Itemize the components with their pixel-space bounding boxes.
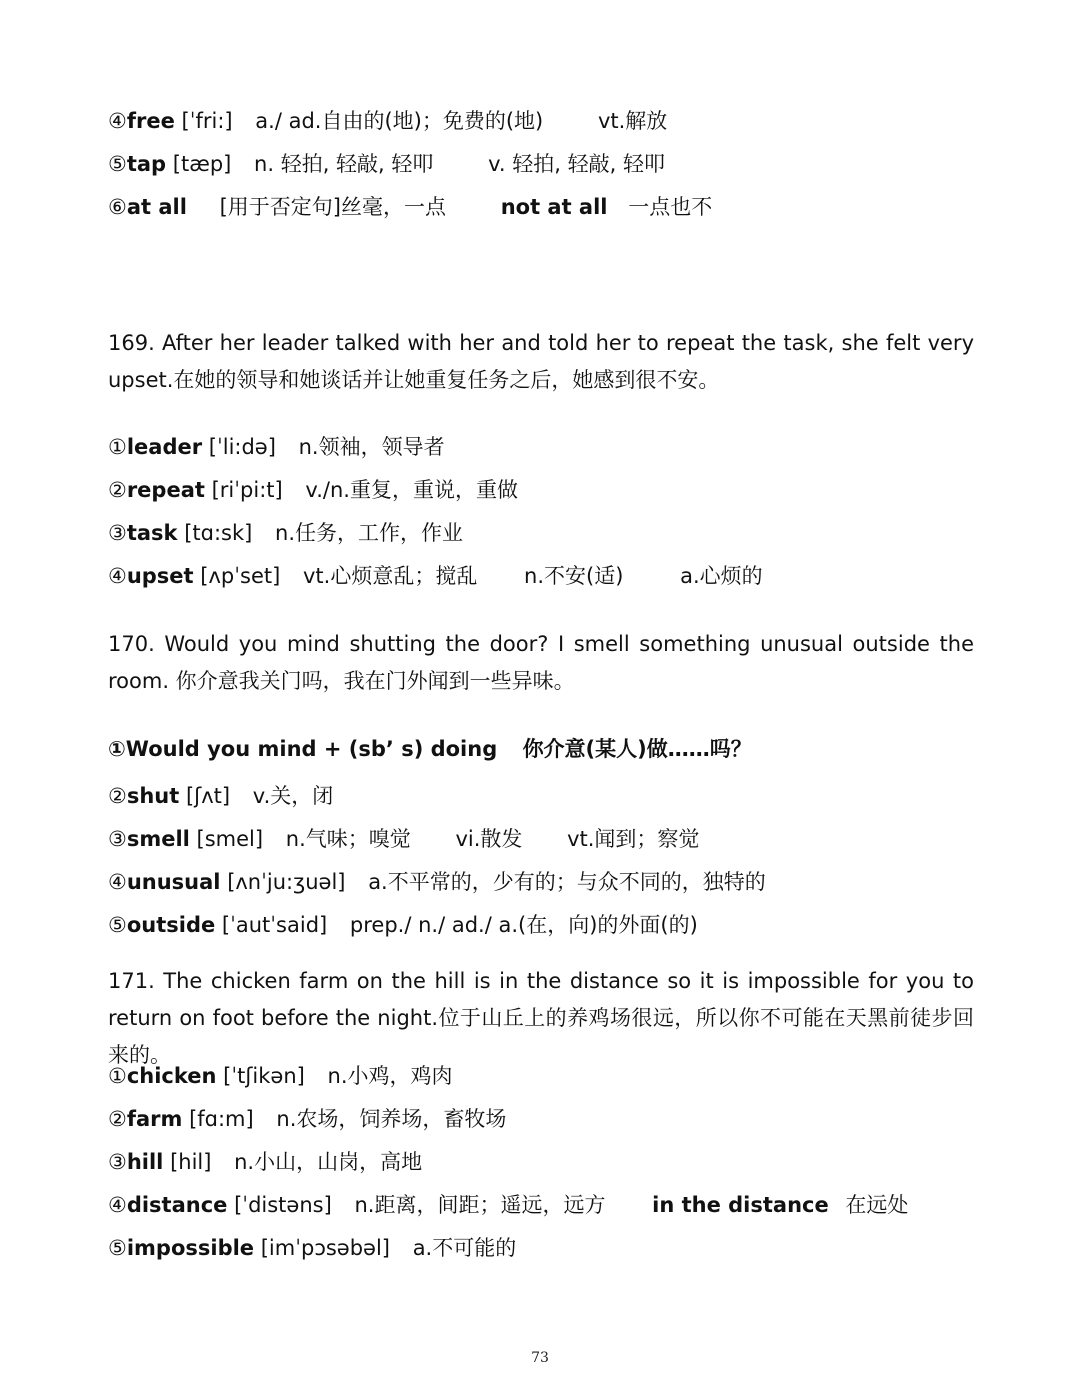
item-number: ① [108,1064,127,1088]
vocab-word: impossible [126,1236,255,1260]
vocab-line [108,825,699,853]
definition: v./n.重复，重说，重做 [305,478,518,502]
vocab-line [108,1148,422,1176]
phrase-definition: 在远处 [845,1193,909,1217]
item-number: ⑤ [108,1236,127,1260]
definition: n.小山，山岗，高地 [234,1150,423,1174]
phonetic: [imˈpɔsəbəl] [260,1236,390,1260]
phonetic: [ˈtʃikən] [223,1064,305,1088]
item-number: ④ [108,564,127,588]
vocab-word: free [126,109,175,133]
item-number: ⑤ [108,913,127,937]
phrase: in the distance [652,1193,829,1217]
phonetic: [tæp] [172,152,232,176]
vocab-line [108,782,333,810]
phrase: not at all [500,195,608,219]
example-sentence: 169. After her leader talked with her and told her to repeat the task, she felt very upset.在她的领导和她谈话并让她重复任务之后，她感到很不安。 [108,331,974,392]
item-number: ⑤ [108,152,127,176]
definition: n.不安(适) [524,564,624,588]
vocab-line [108,193,712,221]
vocab-line [108,911,698,939]
vocab-line [108,476,518,504]
definition: n. 轻拍, 轻敲, 轻叩 [254,152,434,176]
vocab-word: tap [126,152,167,176]
vocab-word: hill [126,1150,164,1174]
definition: n.农场，饲养场，畜牧场 [276,1107,507,1131]
definition: n.距离，间距；遥远，远方 [354,1193,606,1217]
vocab-word: shut [126,784,180,808]
definition: n.小鸡，鸡肉 [327,1064,453,1088]
item-number: ② [108,478,127,502]
definition: n.气味；嗅觉 [285,827,411,851]
phonetic: [riˈpi:t] [211,478,283,502]
phonetic: [ʌpˈset] [200,564,281,588]
vocab-word: distance [126,1193,228,1217]
definition: a./ ad.自由的(地)；免费的(地) [255,109,544,133]
phrase-definition: 你介意(某人)做……吗？ [522,737,752,761]
vocab-word: outside [126,913,216,937]
item-number: ③ [108,1150,127,1174]
phonetic: [ʃʌt] [185,784,231,808]
item-number: ① [108,435,127,459]
vocab-word: task [126,521,178,545]
definition: a.心烦的 [680,564,763,588]
vocab-line [108,107,667,135]
item-number: ⑥ [108,195,127,219]
vocab-word: chicken [126,1064,217,1088]
vocab-line [108,1234,516,1262]
phonetic: [ˈfri:] [181,109,233,133]
definition: n.任务，工作，作业 [275,521,464,545]
phonetic: [ˈautˈsaid] [221,913,328,937]
phrase-line [108,735,752,763]
item-number: ③ [108,521,127,545]
definition: v. 轻拍, 轻敲, 轻叩 [488,152,665,176]
item-number: ② [108,1107,127,1131]
phrase: Would you mind + (sb’ s) doing [125,737,498,761]
vocab-word: repeat [126,478,205,502]
item-number: ④ [108,870,127,894]
definition: prep./ n./ ad./ a.(在，向)的外面(的) [349,913,698,937]
definition: vt.解放 [597,109,668,133]
vocab-word: upset [126,564,194,588]
example-sentence: 170. Would you mind shutting the door? I smell something unusual outside the room. 你介意我关门吗，我在门外闻到一些异味。 [108,632,974,693]
phonetic: [tɑ:sk] [184,521,253,545]
phonetic: [ˈli:də] [208,435,276,459]
page-number: 73 [531,1350,549,1366]
phonetic: [ʌnˈju:ʒuəl] [227,870,346,894]
definition: a.不平常的，少有的；与众不同的，独特的 [368,870,766,894]
definition: vt.心烦意乱；搅乱 [302,564,478,588]
item-number: ② [108,784,127,808]
phrase-definition: 一点也不 [628,195,713,219]
definition: n.领袖，领导者 [298,435,445,459]
vocab-word: smell [126,827,190,851]
vocab-word: at all [126,195,187,219]
definition: [用于否定句]丝毫，一点 [219,195,446,219]
definition: v.关，闭 [252,784,334,808]
item-number: ① [108,737,126,761]
vocab-line [108,1191,908,1219]
phonetic: [ˈdistəns] [234,1193,332,1217]
vocab-line [108,519,463,547]
vocab-line [108,1062,453,1090]
vocab-line [108,562,763,590]
vocab-line [108,1105,506,1133]
phonetic: [hil] [170,1150,212,1174]
vocab-line [108,150,665,178]
phonetic: [smel] [196,827,264,851]
vocab-word: unusual [126,870,221,894]
vocab-line [108,868,766,896]
definition: vi.散发 [455,827,523,851]
vocab-line [108,433,445,461]
item-number: ④ [108,109,127,133]
vocab-word: farm [126,1107,183,1131]
definition: vt.闻到；察觉 [567,827,700,851]
item-number: ④ [108,1193,127,1217]
definition: a.不可能的 [412,1236,517,1260]
phonetic: [fɑ:m] [189,1107,254,1131]
vocab-word: leader [126,435,203,459]
example-sentence: 171. The chicken farm on the hill is in the distance so it is impossible for you to return on foot before the night.位于山丘上的养鸡场很远，所以你不可能在天黑前徒步回来的。 [108,969,974,1067]
item-number: ③ [108,827,127,851]
